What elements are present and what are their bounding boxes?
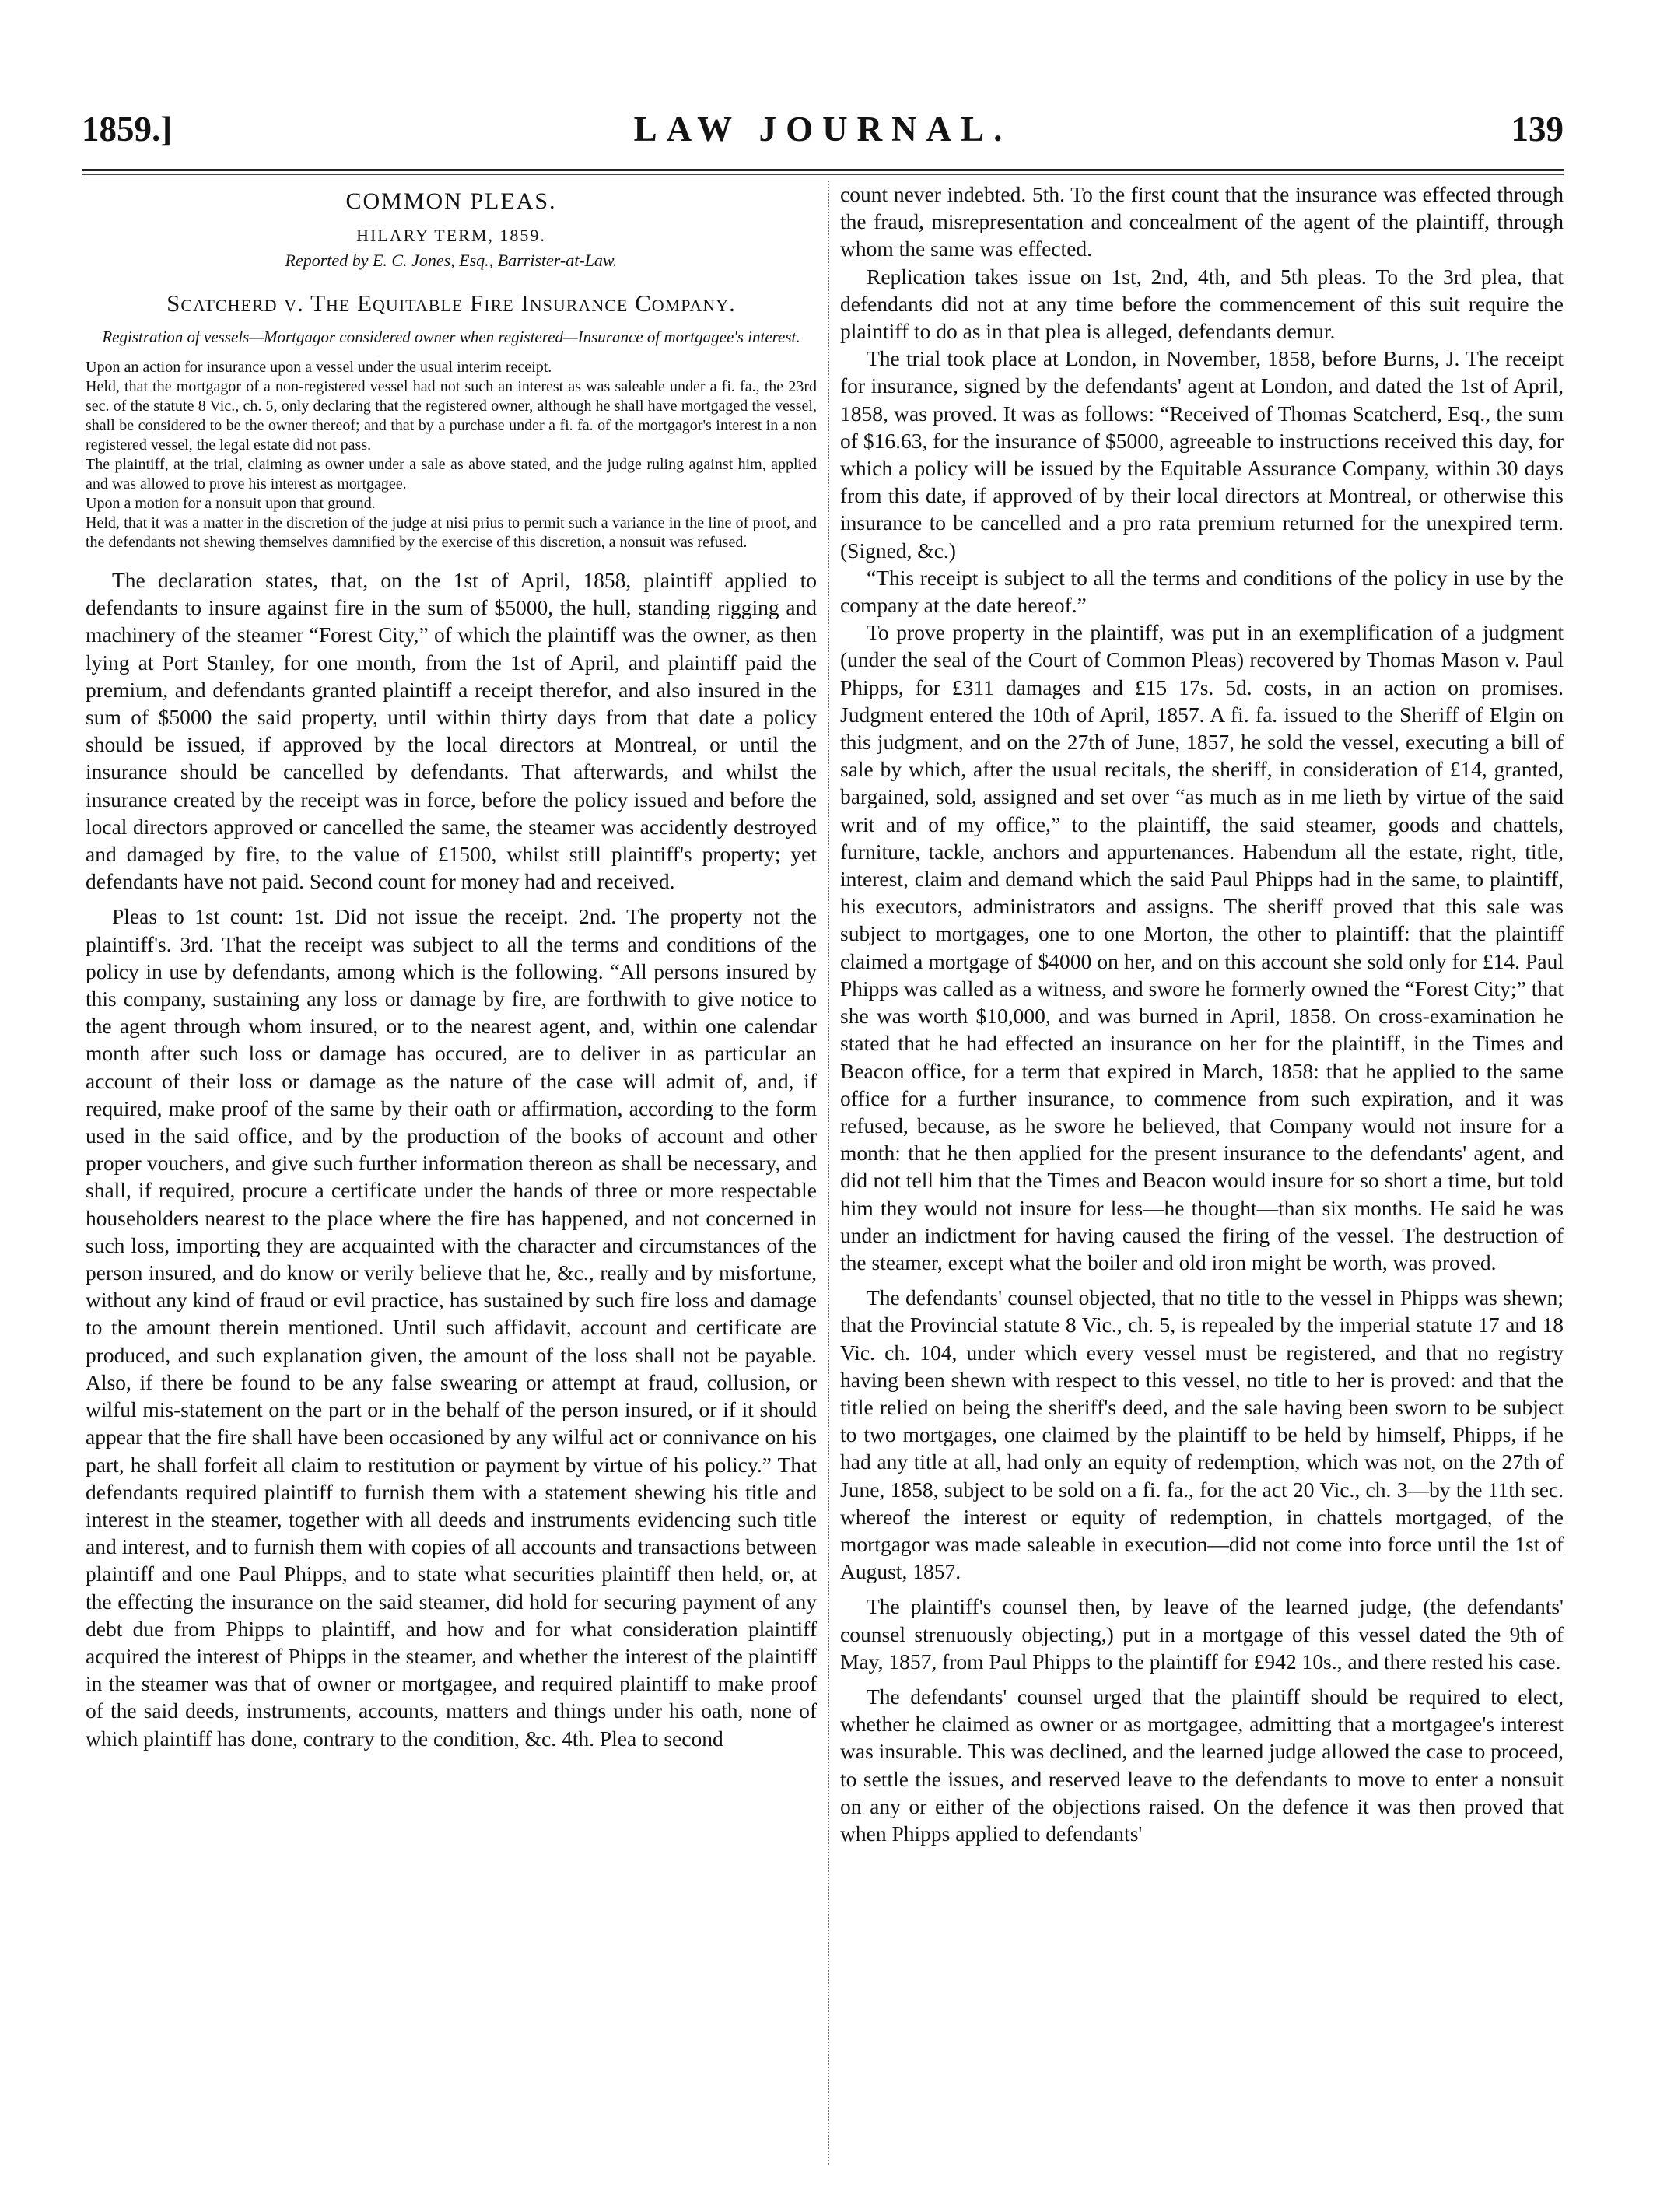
body-paragraph: “This receipt is subject to all the terms and conditions of the policy in use by the company at the date hereof.”: [840, 565, 1564, 618]
body-paragraph: Pleas to 1st count: 1st. Did not issue the receipt. 2nd. The property not the plaintiff's. 3rd. That the receipt was subject to all the terms and conditions of the policy in use by defendants, among which is the following. “All persons insured by this company, sustaining any loss or damage by fire, are forthwith to give notice to the agent through whom insured, or to the nearest agent, and, within one calendar month after such loss or damage has occured, are to deliver in as particular an account of their loss or damage as the nature of the case will admit of, and, if required, make proof of the same by their oath or affirmation, according to the form used in the said office, and by the production of the books of account and other proper vouchers, and give such further information thereon as shall be necessary, and shall, if required, procure a certificate under the hands of three or more respectable householders nearest to the place where the fire has happened, and not concerned in such loss, importing they are acquainted with the character and circumstances of the person insured, and do know or verily believe that he, &c., really and by misfortune, without any kind of fraud or evil practice, has sustained by such fire loss and damage to the amount therein mentioned. Until such affidavit, account and certificate are produced, and such explanation given, the amount of the loss shall not be payable. Also, if there be found to be any false swearing or attempt at fraud, collusion, or wilful mis-statement on the part or in the behalf of the person insured, or if it should appear that the fire shall have been occasioned by any wilful act or connivance on his part, he shall forfeit all claim to restitution or payment by virtue of his policy.” That defendants required plaintiff to furnish them with a statement shewing his title and interest in the steamer, together with all deeds and instruments evidencing such title and interest, and to furnish them with copies of all accounts and transactions between plaintiff and one Paul Phipps, and to state what securities plaintiff then held, or, at the effecting the insurance on the said steamer, did hold for securing payment of any debt due from Phipps to plaintiff, and how and for what consideration plaintiff acquired the interest of Phipps in the steamer, and whether the interest of the plaintiff in the steamer was that of owner or mortgagee, and required plaintiff to make proof of the said deeds, instruments, accounts, matters and things under his oath, none of which plaintiff has done, contrary to the condition, &c. 4th. Plea to second: [86, 904, 817, 1751]
body-paragraph: The defendants' counsel objected, that no title to the vessel in Phipps was shewn; that the Provincial statute 8 Vic., ch. 5, is repealed by the imperial statute 17 and 18 Vic. ch. 104, under which every vessel must be registered, and that no registry having been shewn with respect to this vessel, no title to her is proved: and that the title relied on being the sheriff's deed, and the sale having been sworn to be subject to two mortgages, one claimed by the plaintiff to be held by himself, Phipps, if he had any title at all, had only an equity of redemption, which was not, on the 27th of June, 1858, subject to be sold on a fi. fa., for the act 20 Vic., ch. 3—by the 11th sec. whereof the interest or equity of redemption, in chattels mortgaged, of the mortgagor was made saleable in execution—did not come into force until the 1st of August, 1857.: [840, 1285, 1564, 1584]
page-header: [82, 109, 1564, 163]
headnote-paragraph: Held, that it was a matter in the discretion of the judge at nisi prius to permit such a variance in the line of proof, and the defendants not shewing themselves damnified by the exercise of this discretion, a nonsuit was refused.: [86, 514, 817, 551]
body-paragraph: The plaintiff's counsel then, by leave of the learned judge, (the defendants' counsel strenuously objecting,) put in a mortgage of this vessel dated the 9th of May, 1857, from Paul Phipps to the plaintiff for £942 10s., and there rested his case.: [840, 1594, 1564, 1674]
headnote-paragraph: The plaintiff, at the trial, claiming as owner under a sale as above stated, and the judge ruling against him, applied and was allowed to prove his interest as mortgagee.: [86, 456, 817, 493]
body-paragraph: To prove property in the plaintiff, was put in an exemplification of a judgment (under the seal of the Court of Common Pleas) recovered by Thomas Mason v. Paul Phipps, for £311 damages and £15 17s. 5d. costs, in an action on promises. Judgment entered the 10th of April, 1857. A fi. fa. issued to the Sheriff of Elgin on this judgment, and on the 27th of June, 1857, he sold the vessel, executing a bill of sale by which, after the usual recitals, the sheriff, in consideration of £14, granted, bargained, sold, assigned and set over “as much as in me lieth by virtue of the said writ and of my office,” to the plaintiff, the said steamer, goods and chattels, furniture, tackle, anchors and appurtenances. Habendum all the estate, right, title, interest, claim and demand which the said Paul Phipps had in the same, to plaintiff, his executors, administrators and assigns. The sheriff proved that this sale was subject to mortgages, one to one Morton, the other to plaintiff: that the plaintiff claimed a mortgage of $4000 on her, and on this account she sold only for £14. Paul Phipps was called as a witness, and swore he formerly owned the “Forest City;” that she was worth $10,000, and was burned in April, 1858. On cross-examination he stated that he had effected an insurance on her for the plaintiff, in the Times and Beacon office, for a term that expired in March, 1858: that he applied to the same office for a further insurance, to commence from such expiration, and it was refused, because, as he swore he believed, that Company would not insure for a month: that he then applied for the present insurance to the defendants' agent, and did not tell him that the Times and Beacon would insure for so short a time, but told him they would not insure for less—he thought—than six months. He said he was under an indictment for having caused the firing of the vessel. The destruction of the steamer, except what the boiler and old iron might be worth, was proved.: [840, 620, 1564, 1274]
header-rule-thin: [82, 174, 1564, 175]
body-paragraph: The declaration states, that, on the 1st of April, 1858, plaintiff applied to defendants to insure against fire in the sum of $5000, the hull, standing rigging and machinery of the steamer “Forest City,” of which the plaintiff was the owner, as then lying at Port Stanley, for one month, from the 1st of April, and plaintiff paid the premium, and defendants granted plaintiff a receipt therefor, and also insured in the sum of $5000 the said property, until within thirty days from that date a policy should be issued, if approved by the local directors at Montreal, or until the insurance should be cancelled by defendants. That afterwards, and whilst the insurance created by the receipt was in force, before the policy issued and before the local directors approved or cancelled the same, the steamer was accidently destroyed and damaged by fire, to the value of £1500, whilst still plaintiff's property; yet defendants have not paid. Second count for money had and received.: [86, 568, 817, 894]
headnote: [86, 358, 817, 552]
term-heading: HILARY TERM, 1859.: [356, 226, 546, 245]
headnote-title: Registration of vessels—Mortgagor considered owner when registered—Insurance of mortgagee's interest.: [102, 328, 800, 346]
right-column: [840, 181, 1564, 1847]
section-title: COMMON PLEAS.: [345, 188, 557, 214]
left-column: [86, 181, 817, 1752]
case-title: Scatcherd v. The Equitable Fire Insurance Company.: [166, 289, 736, 317]
headnote-paragraph: Upon a motion for a nonsuit upon that ground.: [86, 495, 376, 512]
body-paragraph: The defendants' counsel urged that the plaintiff should be required to elect, whether he claimed as owner or as mortgagee, admitting that a mortgagee's interest was insurable. This was declined, and the learned judge allowed the case to proceed, to settle the issues, and reserved leave to the defendants to move to enter a nonsuit on any or either of the objections raised. On the defence it was then proved that when Phipps applied to defendants': [840, 1684, 1564, 1846]
header-rule: [82, 169, 1564, 171]
column-divider: [828, 181, 829, 2165]
right-body: [840, 181, 1564, 1847]
headnote-paragraph: Upon an action for insurance upon a vessel under the usual interim receipt.: [86, 359, 552, 376]
left-body: [86, 566, 817, 1752]
body-paragraph: count never indebted. 5th. To the first count that the insurance was effected through the fraud, misrepresentation and concealment of the agent of the plaintiff, through whom the same was effected.: [840, 182, 1564, 261]
reporter-line: Reported by E. C. Jones, Esq., Barrister-at-Law.: [285, 251, 618, 270]
page-number: 139: [1511, 110, 1564, 149]
headnote-paragraph: Held, that the mortgagor of a non-registered vessel had not such an interest as was saleable under a fi. fa., the 23rd sec. of the statute 8 Vic., ch. 5, only declaring that the registered owner, although he shall have mortgaged the vessel, shall be considered to be the owner thereof; and that by a purchase under a fi. fa. of the mortgagor's interest in a non registered vessel, the legal estate did not pass.: [86, 378, 817, 454]
header-year: 1859.]: [82, 110, 173, 149]
journal-title: LAW JOURNAL.: [633, 110, 1012, 149]
body-paragraph: The trial took place at London, in November, 1858, before Burns, J. The receipt for insurance, signed by the defendants' agent at London, and dated the 1st of April, 1858, was proved. It was as follows: “Received of Thomas Scatcherd, Esq., the sum of $16.63, for the insurance of $5000, agreeable to instructions received this day, for which a policy will be issued by the Equitable Assurance Company, within 30 days from this date, if approved of by their local directors at Montreal, or otherwise this insurance to be cancelled and a pro rata premium returned for the unexpired term. (Signed, &c.): [840, 346, 1564, 563]
body-paragraph: Replication takes issue on 1st, 2nd, 4th, and 5th pleas. To the 3rd plea, that defendants did not at any time before the commencement of this suit require the plaintiff to do as in that plea is alleged, defendants demur.: [840, 264, 1564, 344]
